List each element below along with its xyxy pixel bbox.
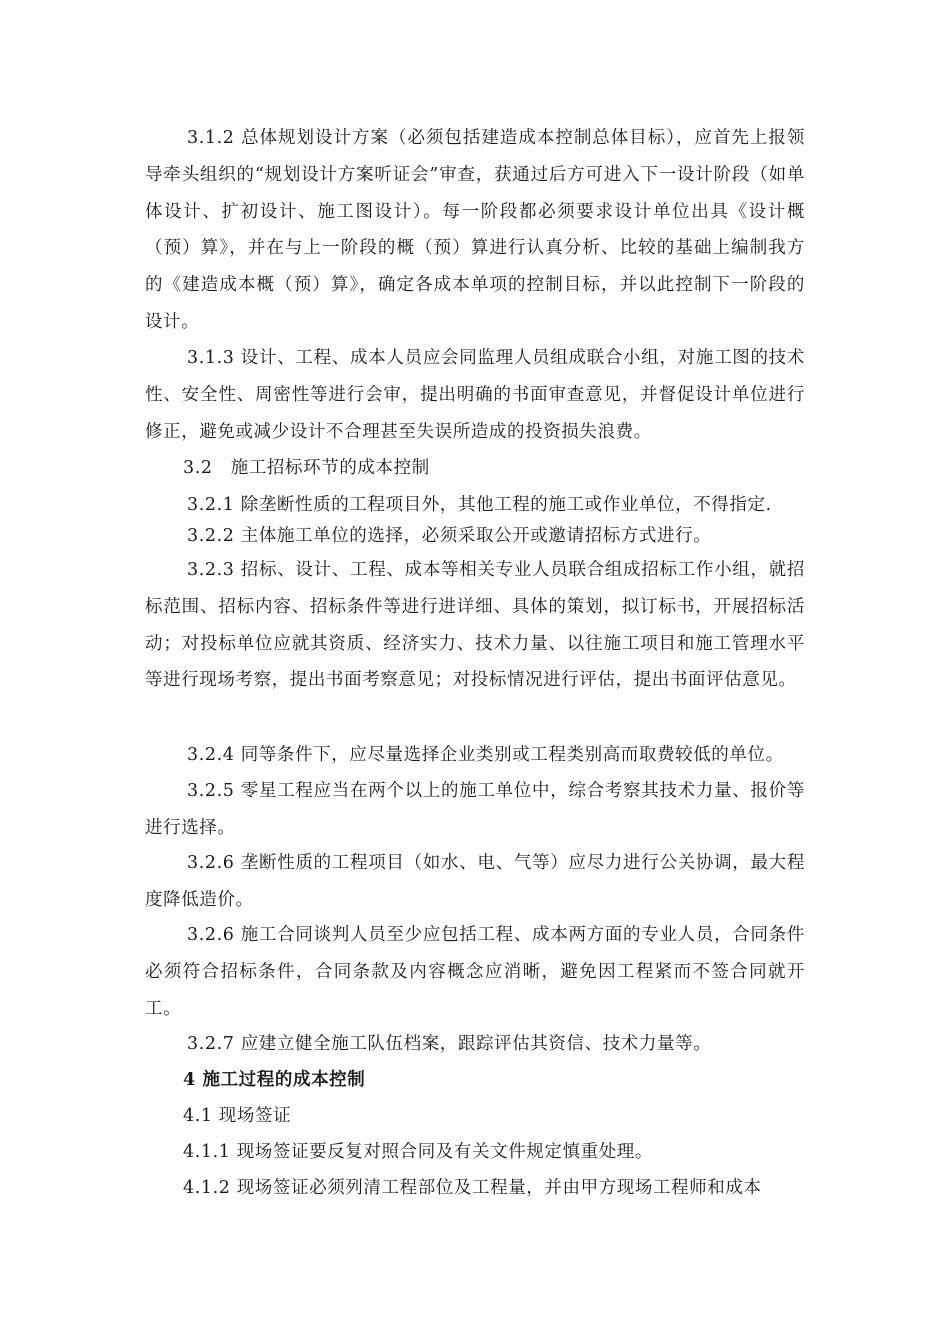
paragraph-4-1-2: 4.1.2 现场签证必须列清工程部位及工程量，并由甲方现场工程师和成本: [183, 1178, 762, 1198]
paragraph-3-2-3: 3.2.3 招标、设计、工程、成本等相关专业人员联合组成招标工作小组，就招标范围、招标内容、招标条件等进行进详细、具体的策划，拟订标书，开展招标活动；对投标单位应就其资质、经济实力、技术力量、以往施工项目和施工管理水平等进行现场考察，提出书面考察意见；对投标情况进行评估，提出书面评估意见。: [145, 560, 805, 691]
paragraph-3-2-1: 3.2.1 除垄断性质的工程项目外，其他工程的施工或作业单位，不得指定.: [187, 495, 772, 515]
heading-4-1: 4.1 现场签证: [183, 1106, 292, 1126]
paragraph-3-1-3: 3.1.3 设计、工程、成本人员应会同监理人员组成联合小组，对施工图的技术性、安全性、周密性等进行会审，提出明确的书面审查意见，并督促设计单位进行修正，避免或减少设计不合理甚至失误所造成的投资损失浪费。: [145, 348, 805, 442]
heading-4: 4 施工过程的成本控制: [183, 1070, 366, 1090]
paragraph-3-2-4: 3.2.4 同等条件下，应尽量选择企业类别或工程类别高而取费较低的单位。: [187, 745, 784, 765]
paragraph-3-2-6-a: 3.2.6 垄断性质的工程项目（如水、电、气等）应尽力进行公关协调，最大程度降低造价。: [145, 853, 805, 910]
paragraph-3-1-2: 3.1.2 总体规划设计方案（必须包括建造成本控制总体目标），应首先上报领导牵头组织的“规划设计方案听证会”审查，获通过后方可进入下一设计阶段（如单体设计、扩初设计、施工图设计）。每一阶段都必须要求设计单位出具《设计概（预）算》，并在与上一阶段的概（预）算进行认真分析、比较的基础上编制我方的《建造成本概（预）算》，确定各成本单项的控制目标，并以此控制下一阶段的设计。: [145, 128, 805, 332]
paragraph-3-2-5: 3.2.5 零星工程应当在两个以上的施工单位中，综合考察其技术力量、报价等进行选择。: [145, 781, 805, 838]
paragraph-3-2-2: 3.2.2 主体施工单位的选择，必须采取公开或邀请招标方式进行。: [187, 526, 712, 546]
paragraph-3-2-6-b: 3.2.6 施工合同谈判人员至少应包括工程、成本两方面的专业人员，合同条件必须符合招标条件，合同条款及内容概念应消晰，避免因工程紧而不签合同就开工。: [145, 925, 805, 1019]
paragraph-3-2-7: 3.2.7 应建立健全施工队伍档案，跟踪评估其资信、技术力量等。: [187, 1034, 712, 1054]
paragraph-4-1-1: 4.1.1 现场签证要反复对照合同及有关文件规定慎重处理。: [183, 1142, 653, 1162]
heading-3-2: 3.2 施工招标环节的成本控制: [183, 458, 430, 478]
